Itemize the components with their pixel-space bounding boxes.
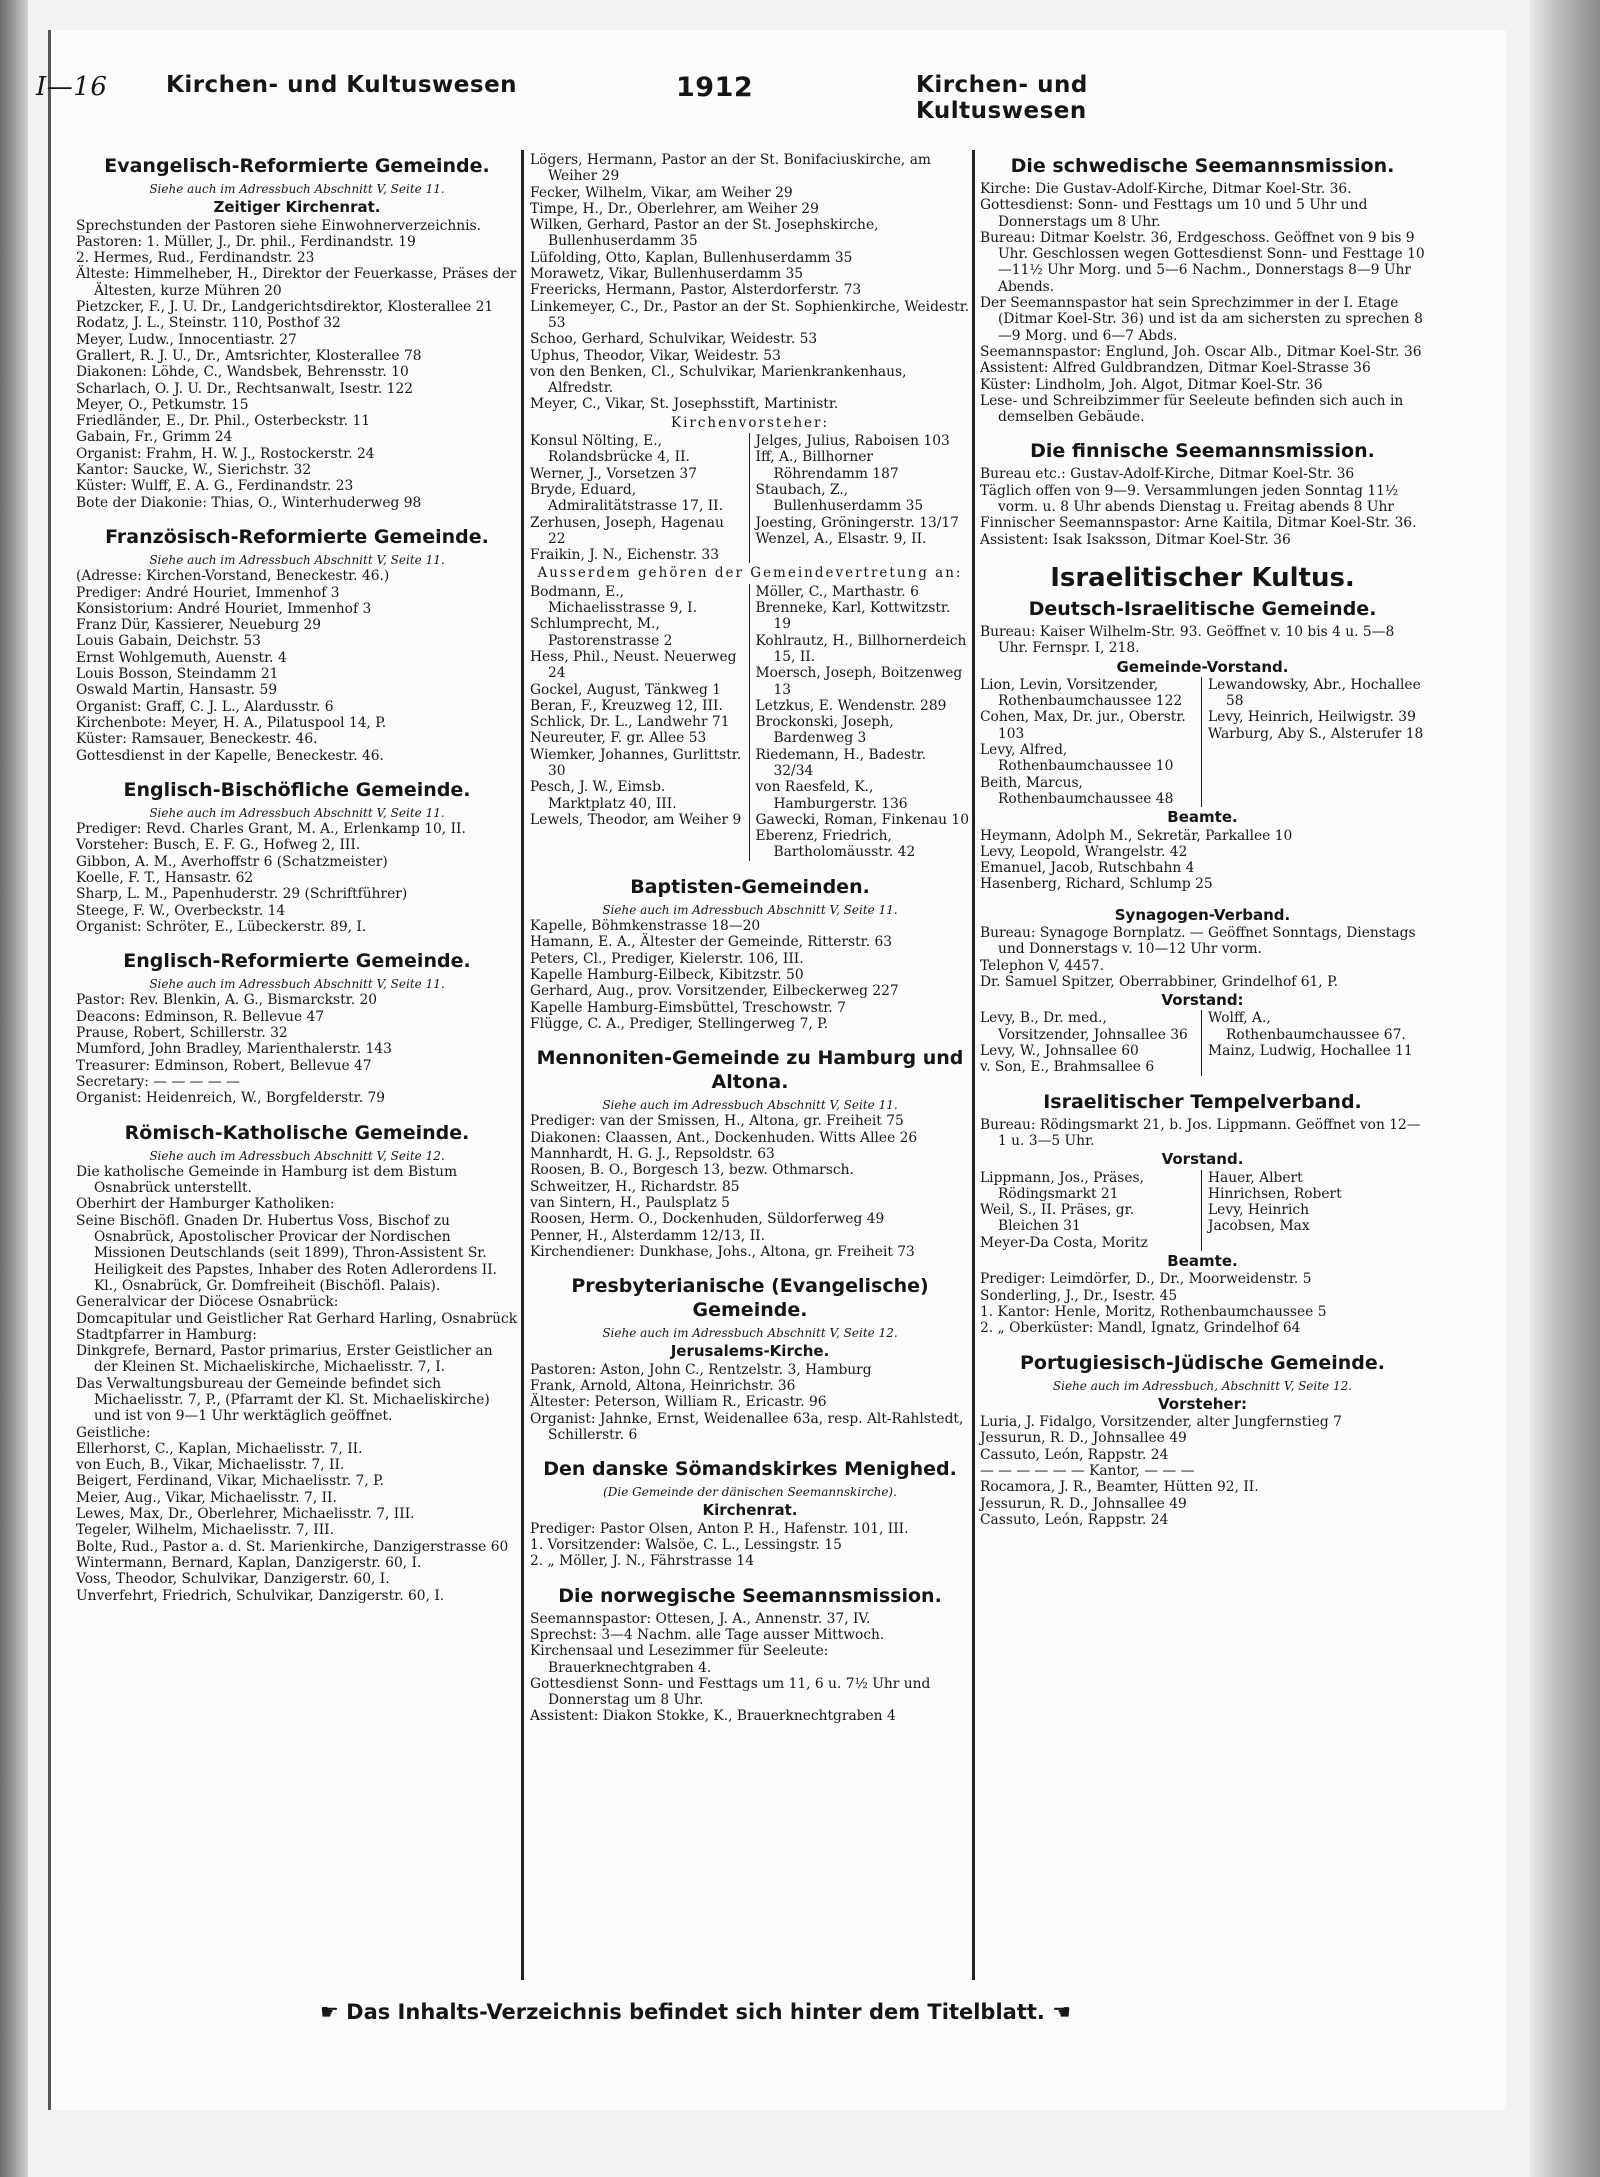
entry-line: Stadtpfarrer in Hamburg: <box>76 1326 257 1343</box>
kirchenvorsteher-table <box>530 433 970 563</box>
israelitischer-kultus <box>980 562 1425 893</box>
entry-line: Dinkgrefe, Bernard, Pastor primarius, Erster Geistlicher an der Kleinen St. Michaeliskirche, Michaelisstr. 7, I. <box>76 1343 493 1376</box>
entry-line: Werner, J., Vorsetzen 37 <box>530 465 697 482</box>
entry-line: Finnischer Seemannspastor: Arne Kaitila, Ditmar Koel-Str. 36. <box>980 515 1417 532</box>
section <box>76 778 518 935</box>
entry-line: Wolff, A., Rothenbaumchaussee 67. <box>1208 1010 1406 1043</box>
entry-line: Levy, Leopold, Wrangelstr. 42 <box>980 843 1188 860</box>
entry-line: Diakonen: Claassen, Ant., Dockenhuden. Witts Allee 26 <box>530 1129 918 1146</box>
entry-line: Bolte, Rud., Pastor a. d. St. Marienkirche, Danzigerstrasse 60 <box>76 1538 509 1555</box>
entry-line: Seemannspastor: Ottesen, J. A., Annenstr. 37, IV. <box>530 1610 871 1627</box>
section-title: Mennoniten-Gemeinde zu Hamburg und Altona. <box>536 1047 964 1094</box>
entry-line: Riedemann, H., Badestr. 32/34 <box>755 746 926 779</box>
entry-line: Uphus, Theodor, Vikar, Weidestr. 53 <box>530 347 781 364</box>
subheading: Jerusalems-Kirche. <box>670 1342 830 1361</box>
entry-line: Treasurer: Edminson, Robert, Bellevue 47 <box>76 1057 372 1074</box>
tempelverband <box>980 1090 1425 1337</box>
section-reference: Siehe auch im Adressbuch Abschnitt V, Seite 11. <box>602 1098 898 1113</box>
entry-line: Moersch, Joseph, Boitzenweg 13 <box>755 665 963 698</box>
entry-line: Sprechst: 3—4 Nachm. alle Tage ausser Mittwoch. <box>530 1626 885 1643</box>
entry-line: v. Son, E., Brahmsallee 6 <box>980 1059 1155 1076</box>
entry-line: Organist: Heidenreich, W., Borgfelderstr. 79 <box>76 1090 386 1107</box>
entry-line: von Raesfeld, K., Hamburgerstr. 136 <box>755 779 908 812</box>
entry-line: Seemannspastor: Englund, Joh. Oscar Alb., Ditmar Koel-Str. 36 <box>980 343 1422 360</box>
section-title: Römisch-Katholische Gemeinde. <box>124 1121 470 1144</box>
entry-line: Prediger: Pastor Olsen, Anton P. H., Hafenstr. 101, III. <box>530 1520 909 1537</box>
entry-line: Kirche: Die Gustav-Adolf-Kirche, Ditmar Koel-Str. 36. <box>980 181 1352 197</box>
entry-line: 2. „ Oberküster: Mandl, Ignatz, Grindelhof 64 <box>980 1320 1301 1337</box>
entry-line: Staubach, Z., Bullenhuserdamm 35 <box>755 481 924 515</box>
entry-line: Ältester: Peterson, William R., Ericastr. 96 <box>530 1394 827 1411</box>
entry-line: Telephon V, 4457. <box>980 957 1104 974</box>
entry-line: Mannhardt, H. G. J., Repsoldstr. 63 <box>530 1146 775 1163</box>
running-header <box>36 62 1256 124</box>
subheading: Beamte. <box>1167 1252 1238 1271</box>
section <box>530 1584 970 1725</box>
entry-line: Lewes, Max, Dr., Oberlehrer, Michaelisstr. 7, III. <box>76 1506 415 1523</box>
entry-line: Scharlach, O. J. U. Dr., Rechtsanwalt, Isestr. 122 <box>76 380 414 397</box>
entry-line: Levy, Heinrich, Heilwigstr. 39 <box>1208 709 1416 726</box>
page-number: I—16 <box>36 72 108 102</box>
section-title: Die finnische Seemannsmission. <box>1030 440 1375 463</box>
entry-line: Pesch, J. W., Eimsb. Marktplatz 40, III. <box>530 779 677 812</box>
kirchenvorsteher-label: Kirchenvorsteher: <box>670 414 830 431</box>
gemeindevertretung-label: Ausserdem gehören der Gemeindevertretung an: <box>537 565 963 582</box>
entry-line: Weil, S., II. Präses, gr. Bleichen 31 <box>980 1202 1135 1235</box>
entry-line: Heymann, Adolph M., Sekretär, Parkallee 10 <box>980 827 1293 844</box>
entry-line: Roosen, Herm. O., Dockenhuden, Süldorferweg 49 <box>530 1211 885 1228</box>
entry-line: Brenneke, Karl, Kottwitzstr. 19 <box>755 600 951 633</box>
entry-line: Hinrichsen, Robert <box>1208 1185 1342 1202</box>
entry-line: Bote der Diakonie: Thias, O., Winterhuderweg 98 <box>76 494 422 511</box>
entry-line: Küster: Ramsauer, Beneckestr. 46. <box>76 731 318 748</box>
entry-line: Hasenberg, Richard, Schlump 25 <box>980 876 1213 893</box>
entry-line: Konsistorium: André Houriet, Immenhof 3 <box>76 600 372 617</box>
entry-line: Gawecki, Roman, Finkenau 10 <box>755 811 969 828</box>
entry-line: Schoo, Gerhard, Schulvikar, Weidestr. 53 <box>530 331 818 348</box>
section-title: Französisch-Reformierte Gemeinde. <box>105 525 489 548</box>
section-title: Portugiesisch-Jüdische Gemeinde. <box>1020 1351 1385 1374</box>
entry-line: Prediger: André Houriet, Immenhof 3 <box>76 584 340 601</box>
bureau-line: Bureau: Kaiser Wilhelm-Str. 93. Geöffnet v. 10 bis 4 u. 5—8 Uhr. Fernspr. I, 218. <box>980 623 1395 657</box>
entry-line: Tegeler, Wilhelm, Michaelisstr. 7, III. <box>76 1522 335 1539</box>
portugiesisch-juedische-gemeinde <box>980 1351 1425 1529</box>
clergy-list <box>530 152 970 413</box>
entry-line: 2. Hermes, Rud., Ferdinandstr. 23 <box>76 250 315 267</box>
subheading: Gemeinde-Vorstand. <box>1116 657 1289 676</box>
section <box>530 1274 970 1443</box>
entry-line: Hamann, E. A., Ältester der Gemeinde, Ritterstr. 63 <box>530 934 893 951</box>
entry-line: Konsul Nölting, E., Rolandsbrücke 4, II. <box>530 433 690 466</box>
entry-line: Beith, Marcus, Rothenbaumchaussee 48 <box>980 774 1174 807</box>
entry-line: Franz Dür, Kassierer, Neueburg 29 <box>76 617 321 634</box>
section <box>530 1457 970 1569</box>
section-reference: Siehe auch im Adressbuch Abschnitt V, Seite 12. <box>602 1326 898 1341</box>
entry-line: Letzkus, E. Wendenstr. 289 <box>755 697 947 714</box>
section <box>980 439 1425 547</box>
entry-line: Gottesdienst Sonn- und Festtags um 11, 6 u. 7½ Uhr und Donnerstag um 8 Uhr. <box>530 1675 931 1709</box>
entry-line: Lion, Levin, Vorsitzender, Rothenbaumchaussee 122 <box>980 676 1183 710</box>
entry-line: Diakonen: Löhde, C., Wandsbek, Behrensstr. 10 <box>76 364 409 381</box>
entry-line: Meyer, C., Vikar, St. Josephsstift, Martinistr. <box>530 396 839 413</box>
column-rule <box>972 150 975 1980</box>
entry-line: Schweitzer, H., Richardstr. 85 <box>530 1178 740 1195</box>
entry-line: Luria, J. Fidalgo, Vorsitzender, alter Jungfernstieg 7 <box>980 1414 1342 1431</box>
entry-line: Gockel, August, Tänkweg 1 <box>530 681 721 698</box>
entry-line: Cassuto, León, Rappstr. 24 <box>980 1446 1169 1463</box>
entry-line: Die katholische Gemeinde in Hamburg ist dem Bistum Osnabrück unterstellt. <box>76 1163 458 1197</box>
entry-line: Levy, B., Dr. med., Vorsitzender, Johnsallee 36 <box>980 1010 1188 1043</box>
header-year: 1912 <box>676 72 754 103</box>
section <box>530 875 970 1032</box>
entry-line: Generalvicar der Diöcese Osnabrück: <box>76 1294 339 1311</box>
entry-line: Organist: Schröter, E., Lübeckerstr. 89, I. <box>76 918 367 935</box>
entry-line: Wiemker, Johannes, Gurlittstr. 30 <box>530 746 742 779</box>
entry-line: Organist: Frahm, H. W. J., Rostockerstr. 24 <box>76 445 375 462</box>
entry-line: Assistent: Isak Isaksson, Ditmar Koel-Str. 36 <box>980 531 1291 548</box>
entry-line: Bureau: Ditmar Koelstr. 36, Erdgeschoss. Geöffnet von 9 bis 9 Uhr. Geschlossen wegen Gottesdienst Sonn- und Festtage 10—11½ Uhr Morg. und 5—6 Nachm., Donnerstags 8—9 Uhr Abends. <box>980 229 1425 295</box>
gemeindevertretung-table <box>530 584 970 861</box>
subheading: Zeitiger Kirchenrat. <box>213 198 381 217</box>
entry-line: Flügge, C. A., Prediger, Stellingerweg 7, P. <box>530 1015 829 1032</box>
entry-line: Fraikin, J. N., Eichenstr. 33 <box>530 547 719 564</box>
entry-line: Lögers, Hermann, Pastor an der St. Bonifaciuskirche, am Weiher 29 <box>530 152 932 185</box>
section <box>76 949 518 1106</box>
entry-line: Rocamora, J. R., Beamter, Hütten 92, II. <box>980 1479 1259 1496</box>
entry-line: Bryde, Eduard, Admiralitätstrasse 17, II. <box>530 481 724 515</box>
entry-line: Pastor: Rev. Blenkin, A. G., Bismarckstr. 20 <box>76 992 378 1009</box>
entry-line: Bodmann, E., Michaelisstrasse 9, I. <box>530 583 697 617</box>
entry-line: Timpe, H., Dr., Oberlehrer, am Weiher 29 <box>530 200 819 217</box>
entry-line: Jelges, Julius, Raboisen 103 <box>755 433 950 450</box>
section <box>530 1046 970 1260</box>
entry-line: Kirchendiener: Dunkhase, Johs., Altona, gr. Freiheit 73 <box>530 1243 915 1260</box>
entry-line: van Sintern, H., Paulsplatz 5 <box>530 1194 730 1211</box>
entry-line: Deacons: Edminson, R. Bellevue 47 <box>76 1008 325 1025</box>
scan-edge-right <box>1530 0 1600 2177</box>
section-title: Englisch-Bischöfliche Gemeinde. <box>123 778 471 801</box>
entry-line: 2. „ Möller, J. N., Fährstrasse 14 <box>530 1553 754 1570</box>
subheading: Beamte. <box>1167 808 1238 827</box>
entry-line: Zerhusen, Joseph, Hagenau 22 <box>530 514 724 547</box>
header-title-left: Kirchen- und Kultuswesen <box>166 72 518 98</box>
section-title: Israelitischer Tempelverband. <box>1043 1090 1362 1113</box>
section <box>76 154 518 511</box>
section-title: Die norwegische Seemannsmission. <box>558 1584 942 1607</box>
entry-line: Täglich offen von 9—9. Versammlungen jeden Sonntag 11½ vorm. u. 8 Uhr abends Dienstag u. Freitag abends 8 Uhr <box>980 482 1399 516</box>
entry-line: Geistliche: <box>76 1424 151 1441</box>
section-reference: Siehe auch im Adressbuch, Abschnitt V, Seite 12. <box>1052 1378 1353 1393</box>
entry-line: Hauer, Albert <box>1208 1169 1303 1186</box>
footer-note: ☛ Das Inhalts-Verzeichnis befindet sich hinter dem Titelblatt. ☚ <box>320 2000 1072 2024</box>
entry-line: Beran, F., Kreuzweg 12, III. <box>530 697 723 714</box>
subheading: Vorsteher: <box>1157 1394 1247 1413</box>
entry-line: Wilken, Gerhard, Pastor an der St. Josephskirche, Bullenhuserdamm 35 <box>530 217 879 250</box>
entry-line: Kapelle, Böhmkenstrasse 18—20 <box>530 918 761 935</box>
entry-line: Jessurun, R. D., Johnsallee 49 <box>980 1495 1187 1512</box>
section-title: Evangelisch-Reformierte Gemeinde. <box>104 155 490 177</box>
entry-line: Mumford, John Bradley, Marienthalerstr. 143 <box>76 1041 392 1058</box>
entry-line: Prediger: Revd. Charles Grant, M. A., Erlenkamp 10, II. <box>76 821 466 838</box>
entry-line: Älteste: Himmelheber, H., Direktor der Feuerkasse, Präses der Ältesten, kurze Mühren 20 <box>76 266 517 299</box>
entry-line: Cassuto, León, Rappstr. 24 <box>980 1511 1169 1528</box>
entry-line: Jacobsen, Max <box>1208 1218 1310 1235</box>
entry-line: Schlick, Dr. L., Landwehr 71 <box>530 714 730 731</box>
entry-line: Küster: Wulff, E. A. G., Ferdinandstr. 23 <box>76 478 354 495</box>
column-right <box>980 152 1425 1542</box>
entry-line: 1. Kantor: Henle, Moritz, Rothenbaumchaussee 5 <box>980 1303 1327 1320</box>
entry-line: Sharp, L. M., Papenhuderstr. 29 (Schriftführer) <box>76 886 408 903</box>
entry-line: (Adresse: Kirchen-Vorstand, Beneckestr. 46.) <box>76 568 390 585</box>
entry-line: Rodatz, J. L., Steinstr. 110, Posthof 32 <box>76 315 341 332</box>
entry-line: Penner, H., Alsterdamm 12/13, II. <box>530 1227 765 1244</box>
entry-line: Unverfehrt, Friedrich, Schulvikar, Danzigerstr. 60, I. <box>76 1587 445 1604</box>
entry-line: Vorsteher: Busch, E. F. G., Hofweg 2, III. <box>76 837 361 854</box>
entry-line: Joesting, Gröningerstr. 13/17 <box>755 514 959 531</box>
synagogen-verband <box>980 907 1425 1076</box>
entry-line: Kapelle Hamburg-Eilbeck, Kibitzstr. 50 <box>530 966 804 983</box>
section-title: Israelitischer Kultus. <box>1050 562 1355 593</box>
entry-line: Meyer, O., Petkumstr. 15 <box>76 396 249 413</box>
entry-line: 1. Vorsitzender: Walsöe, C. L., Lessingstr. 15 <box>530 1537 842 1554</box>
entry-line: Cohen, Max, Dr. jur., Oberstr. 103 <box>980 709 1186 742</box>
entry-line: Gabain, Fr., Grimm 24 <box>76 429 233 446</box>
entry-line: Gibbon, A. M., Averhoffstr 6 (Schatzmeister) <box>76 853 388 870</box>
entry-line: Steege, F. W., Overbeckstr. 14 <box>76 902 286 919</box>
entry-line: Prause, Robert, Schillerstr. 32 <box>76 1025 288 1042</box>
entry-line: Gerhard, Aug., prov. Vorsitzender, Eilbeckerweg 227 <box>530 983 899 1000</box>
entry-line: Wintermann, Bernard, Kaplan, Danzigerstr. 60, I. <box>76 1554 422 1571</box>
entry-line: Kapelle Hamburg-Eimsbüttel, Treschowstr. 7 <box>530 999 846 1016</box>
entry-line: Brockonski, Joseph, Bardenweg 3 <box>755 714 894 747</box>
section-title: Englisch-Reformierte Gemeinde. <box>123 950 471 973</box>
column-rule <box>521 150 524 1980</box>
entry-line: Wenzel, A., Elsastr. 9, II. <box>755 530 927 547</box>
subheading: Vorstand: <box>1161 991 1244 1010</box>
entry-line: Roosen, B. O., Borgesch 13, bezw. Othmarsch. <box>530 1162 854 1179</box>
entry-line: Secretary: — — — — — <box>76 1073 240 1090</box>
entry-line: Freericks, Hermann, Pastor, Alsterdorferstr. 73 <box>530 282 862 299</box>
entry-line: Küster: Lindholm, Joh. Algot, Ditmar Koel-Str. 36 <box>980 376 1323 393</box>
header-title-right: Kirchen- und Kultuswesen <box>916 72 1088 124</box>
entry-line: Pastoren: 1. Müller, J., Dr. phil., Ferdinandstr. 19 <box>76 233 416 250</box>
entry-line: Pastoren: Aston, John C., Rentzelstr. 3, Hamburg <box>530 1361 872 1378</box>
column-left <box>76 152 518 1618</box>
entry-line: Seine Bischöfl. Gnaden Dr. Hubertus Voss, Bischof zu Osnabrück, Apostolischer Provicar der Nordischen Missionen Deutschlands (seit 1899), Thron-Assistent Sr. Heiligkeit des Papstes, Inhaber des Roten Adlerordens II. Kl., Osnabrück, Gr. Domfreiheit (Bischöfl. Palais). <box>76 1212 498 1294</box>
entry-line: Linkemeyer, C., Dr., Pastor an der St. Sophienkirche, Weidestr. 53 <box>530 298 970 331</box>
section-reference: Siehe auch im Adressbuch Abschnitt V, Seite 11. <box>149 805 445 820</box>
bureau-line: Bureau: Rödingsmarkt 21, b. Jos. Lippmann. Geöffnet von 12—1 u. 3—5 Uhr. <box>980 1116 1421 1149</box>
section-reference: Siehe auch im Adressbuch Abschnitt V, Seite 11. <box>149 552 445 567</box>
entry-line: Domcapitular und Geistlicher Rat Gerhard Harling, Osnabrück <box>76 1310 518 1327</box>
entry-line: Eberenz, Friedrich, Bartholomäusstr. 42 <box>755 828 916 861</box>
entry-line: Peters, Cl., Prediger, Kielerstr. 106, III. <box>530 950 804 967</box>
entry-line: Levy, Heinrich <box>1208 1202 1309 1219</box>
entry-line: Meyer, Ludw., Innocentiastr. 27 <box>76 331 297 348</box>
entry-line: Louis Bosson, Steindamm 21 <box>76 666 279 683</box>
entry-line: Warburg, Aby S., Alsterufer 18 <box>1208 725 1424 742</box>
entry-line: Pietzcker, F., J. U. Dr., Landgerichtsdirektor, Klosterallee 21 <box>76 299 494 316</box>
entry-line: Lewandowsky, Abr., Hochallee 58 <box>1208 676 1421 710</box>
entry-line: Lippmann, Jos., Präses, Rödingsmarkt 21 <box>980 1169 1144 1202</box>
section <box>980 154 1425 425</box>
section-title: Den danske Sömandskirkes Menighed. <box>543 1458 957 1481</box>
entry-line: Sonderling, J., Dr., Isestr. 45 <box>980 1287 1178 1304</box>
entry-line: Voss, Theodor, Schulvikar, Danzigerstr. 60, I. <box>76 1571 390 1588</box>
entry-line: Sprechstunden der Pastoren siehe Einwohnerverzeichnis. <box>76 217 482 234</box>
section-subtitle: Deutsch-Israelitische Gemeinde. <box>1028 597 1377 620</box>
section-reference: Siehe auch im Adressbuch Abschnitt V, Seite 11. <box>602 902 898 917</box>
entry-line: Assistent: Alfred Guldbrandzen, Ditmar Koel-Strasse 36 <box>980 360 1371 377</box>
entry-line: Frank, Arnold, Altona, Heinrichstr. 36 <box>530 1378 796 1394</box>
entry-line: Das Verwaltungsbureau der Gemeinde befindet sich Michaelisstr. 7, P., (Pfarramt der Kl. St. Michaeliskirche) und ist von 9—1 Uhr werktäglich geöffnet. <box>76 1375 490 1425</box>
entry-line: Emanuel, Jacob, Rutschbahn 4 <box>980 860 1195 877</box>
entry-line: Fecker, Wilhelm, Vikar, am Weiher 29 <box>530 184 793 201</box>
entry-line: Schlumprecht, M., Pastorenstrasse 2 <box>530 616 673 649</box>
entry-line: Gottesdienst in der Kapelle, Beneckestr. 46. <box>76 747 384 764</box>
entry-line: Kirchensaal und Lesezimmer für Seeleute: Brauerknechtgraben 4. <box>530 1643 829 1676</box>
entry-line: Koelle, F. T., Hansastr. 62 <box>76 869 254 886</box>
section-reference: Siehe auch im Adressbuch Abschnitt V, Seite 11. <box>149 182 445 196</box>
section-title: Die schwedische Seemannsmission. <box>1010 155 1395 177</box>
entry-line: Hess, Phil., Neust. Neuerweg 24 <box>530 648 737 682</box>
entry-line: Der Seemannspastor hat sein Sprechzimmer in der I. Etage (Ditmar Koel-Str. 36) und ist da am sichersten zu sprechen 8—9 Morg. und 6—7 Abds. <box>980 295 1423 344</box>
entry-line: Dr. Samuel Spitzer, Oberrabbiner, Grindelhof 61, P. <box>980 973 1338 990</box>
entry-line: Kohlrautz, H., Billhornerdeich 15, II. <box>755 632 967 665</box>
section-title: Presbyterianische (Evangelische) Gemeinde. <box>571 1275 929 1322</box>
entry-line: Bureau: Synagoge Bornplatz. — Geöffnet Sonntags, Dienstags und Donnerstags v. 10—12 Uhr vorm. <box>980 924 1416 958</box>
entry-line: Mainz, Ludwig, Hochallee 11 <box>1208 1043 1413 1060</box>
entry-line: Assistent: Diakon Stokke, K., Brauerknechtgraben 4 <box>530 1708 896 1725</box>
entry-line: Neureuter, F. gr. Allee 53 <box>530 730 707 747</box>
entry-line: Louis Gabain, Deichstr. 53 <box>76 633 261 650</box>
column-middle <box>530 152 970 1739</box>
entry-line: Bureau etc.: Gustav-Adolf-Kirche, Ditmar Koel-Str. 36 <box>980 466 1355 483</box>
entry-line: — — — — — — Kantor, — — — <box>980 1463 1195 1479</box>
section-reference: Siehe auch im Adressbuch Abschnitt V, Seite 11. <box>149 977 445 992</box>
entry-line: Beigert, Ferdinand, Vikar, Michaelisstr. 7, P. <box>76 1473 384 1490</box>
entry-line: Ernst Wohlgemuth, Auenstr. 4 <box>76 649 287 666</box>
entry-line: Jessurun, R. D., Johnsallee 49 <box>980 1430 1187 1447</box>
subheading: Vorstand. <box>1161 1150 1244 1169</box>
entry-line: Kirchenbote: Meyer, H. A., Pilatuspool 14, P. <box>76 714 387 731</box>
entry-line: von Euch, B., Vikar, Michaelisstr. 7, II. <box>76 1457 345 1474</box>
entry-line: Lese- und Schreibzimmer für Seeleute befinden sich auch in demselben Gebäude. <box>980 392 1404 426</box>
section-reference: (Die Gemeinde der dänischen Seemannskirche). <box>603 1485 897 1500</box>
entry-line: Levy, W., Johnsallee 60 <box>980 1043 1139 1060</box>
entry-line: Lüfolding, Otto, Kaplan, Bullenhuserdamm 35 <box>530 249 853 266</box>
subheading: Kirchenrat. <box>702 1501 798 1520</box>
entry-line: von den Benken, Cl., Schulvikar, Marienkrankenhaus, Alfredstr. <box>530 363 907 397</box>
section-reference: Siehe auch im Adressbuch Abschnitt V, Seite 12. <box>149 1148 445 1163</box>
entry-line: Levy, Alfred, Rothenbaumchaussee 10 <box>980 742 1174 775</box>
entry-line: Prediger: Leimdörfer, D., Dr., Moorweidenstr. 5 <box>980 1271 1312 1288</box>
entry-line: Morawetz, Vikar, Bullenhuserdamm 35 <box>530 266 804 283</box>
section-title: Baptisten-Gemeinden. <box>630 875 870 898</box>
entry-line: Möller, C., Marthastr. 6 <box>755 583 919 600</box>
entry-line: Lewels, Theodor, am Weiher 9 <box>530 811 742 828</box>
entry-line: Prediger: van der Smissen, H., Altona, gr. Freiheit 75 <box>530 1113 904 1130</box>
entry-line: Oberhirt der Hamburger Katholiken: <box>76 1196 335 1213</box>
section <box>76 525 518 764</box>
entry-line: Oswald Martin, Hansastr. 59 <box>76 682 278 699</box>
entry-line: Grallert, R. J. U., Dr., Amtsrichter, Klosterallee 78 <box>76 347 422 364</box>
entry-line: Meier, Aug., Vikar, Michaelisstr. 7, II. <box>76 1489 337 1506</box>
entry-line: Organist: Jahnke, Ernst, Weidenallee 63a, resp. Alt-Rahlstedt, Schillerstr. 6 <box>530 1410 964 1443</box>
entry-line: Friedländer, E., Dr. Phil., Osterbeckstr. 11 <box>76 413 371 430</box>
entry-line: Meyer-Da Costa, Moritz <box>980 1234 1148 1251</box>
section <box>76 1121 518 1604</box>
entry-line: Organist: Graff, C. J. L., Alardusstr. 6 <box>76 698 334 715</box>
scan-edge-left <box>0 0 28 2177</box>
entry-line: Kantor: Saucke, W., Sierichstr. 32 <box>76 462 312 479</box>
entry-line: Iff, A., Billhorner Röhrendamm 187 <box>755 449 899 482</box>
section-title: Synagogen-Verband. <box>1114 905 1291 924</box>
entry-line: Ellerhorst, C., Kaplan, Michaelisstr. 7, II. <box>76 1440 363 1457</box>
entry-line: Gottesdienst: Sonn- und Festtags um 10 und 5 Uhr und Donnerstags um 8 Uhr. <box>980 197 1368 230</box>
